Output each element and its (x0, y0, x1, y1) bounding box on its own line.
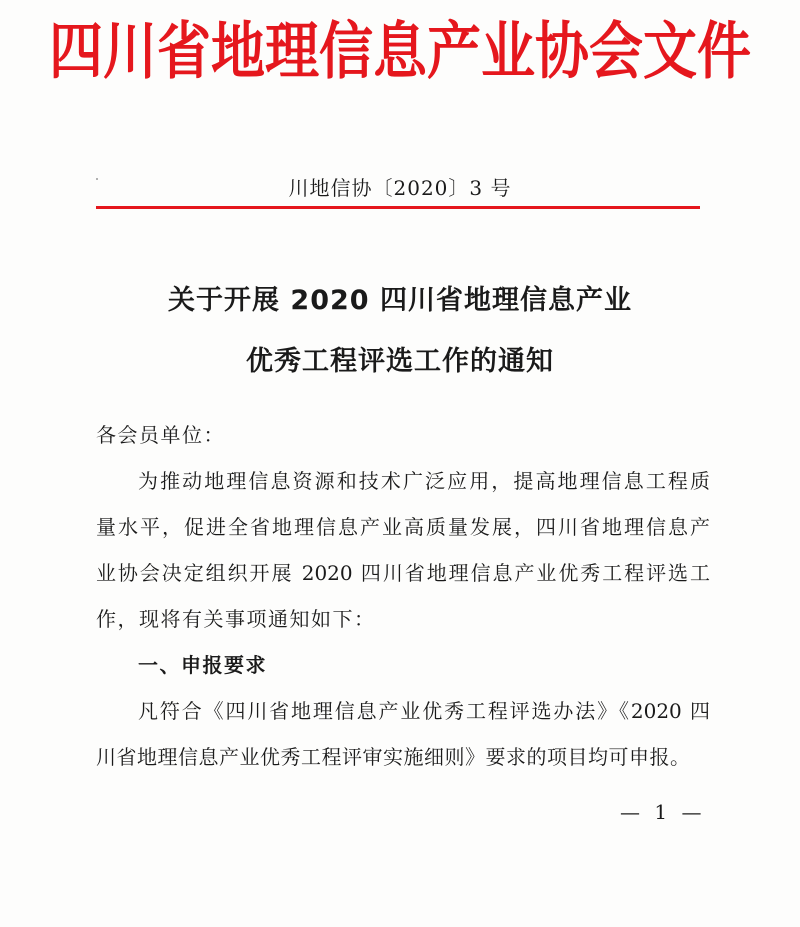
page-number: — 1 — (620, 800, 706, 824)
paragraph-1-line-4: 作，现将有关事项通知如下： (96, 607, 376, 631)
paragraph-2-line-1: 凡符合《四川省地理信息产业优秀工程评选办法》《2020 四 (138, 699, 710, 723)
salutation: 各会员单位： (96, 423, 225, 447)
paragraph-2-line-2: 川省地理信息产业优秀工程评审实施细则》要求的项目均可申报。 (96, 745, 691, 769)
paragraph-1-line-3: 业协会决定组织开展 2020 四川省地理信息产业优秀工程评选工 (96, 561, 710, 585)
paragraph-1-line-2: 量水平，促进全省地理信息产业高质量发展，四川省地理信息产 (96, 515, 710, 539)
paragraph-1-line-1: 为推动地理信息资源和技术广泛应用，提高地理信息工程质 (138, 469, 710, 493)
notice-title-line-1: 关于开展 2020 四川省地理信息产业 (168, 285, 632, 316)
red-divider-line (96, 206, 700, 209)
org-masthead: 四川省地理信息产业协会文件 (49, 15, 751, 88)
notice-title-line-2: 优秀工程评选工作的通知 (246, 346, 554, 377)
document-number: 川地信协〔2020〕3 号 (288, 176, 512, 200)
section-heading-1: 一、申报要求 (138, 653, 267, 677)
